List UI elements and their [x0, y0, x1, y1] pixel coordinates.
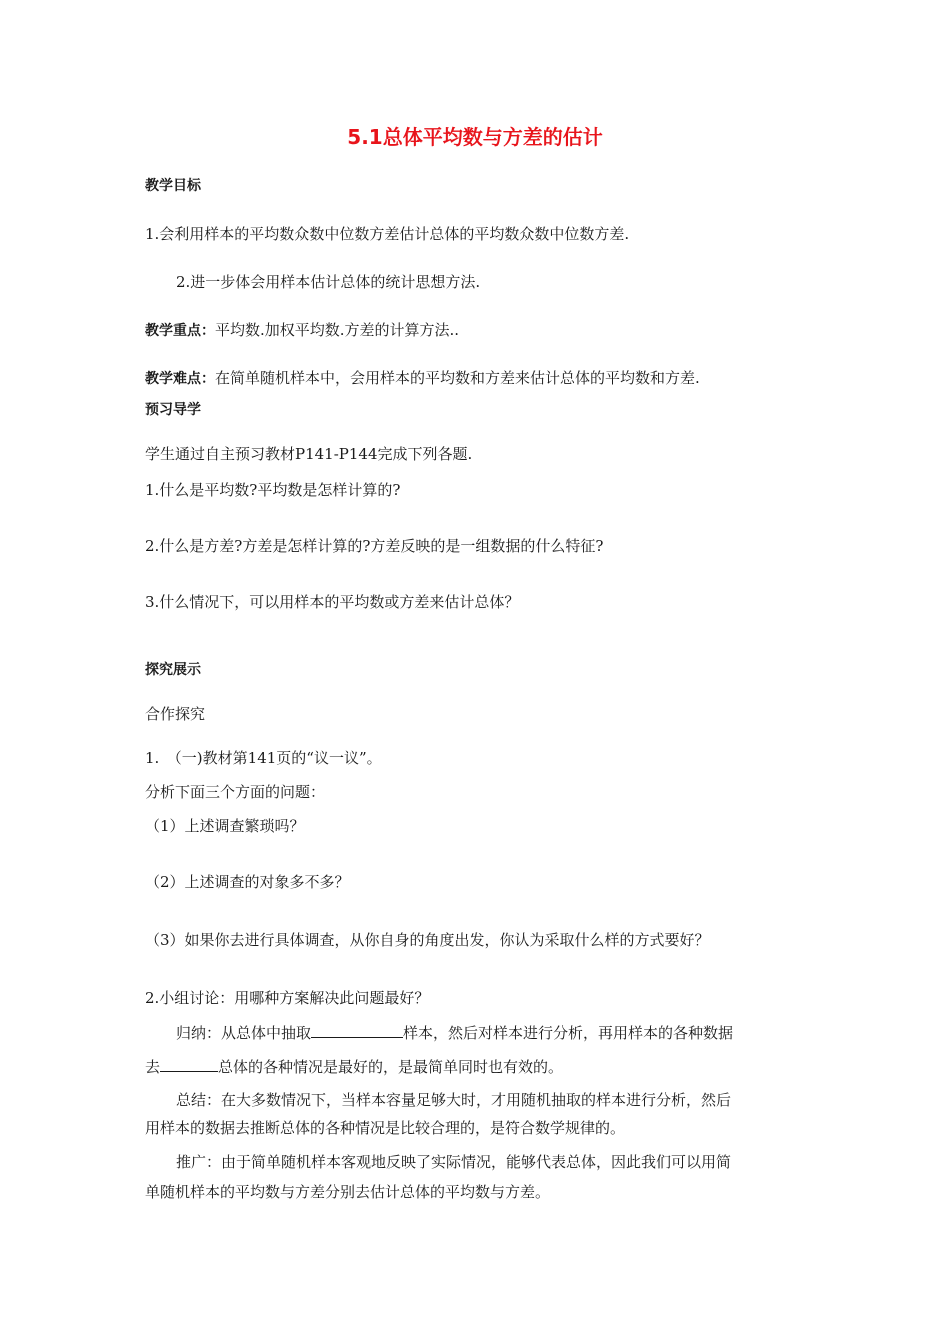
explore-question-2: （2）上述调查的对象多不多？: [145, 873, 350, 891]
difficulty: [145, 368, 700, 389]
summary-line-2: 用样本的数据去推断总体的各种情况是比较合理的，是符合数学规律的。: [145, 1119, 626, 1137]
induction-text-a: 归纳：从总体中抽取: [176, 1024, 312, 1042]
extend-line-1: 推广：由于简单随机样本客观地反映了实际情况，能够代表总体，因此我们可以用简: [176, 1153, 732, 1171]
objective-item-2: 2.进一步体会用样本估计总体的统计思想方法.: [176, 273, 481, 291]
preview-question-1: 1.什么是平均数?平均数是怎样计算的?: [145, 481, 401, 499]
objectives-heading: 教学目标: [145, 178, 201, 194]
fill-blank-2[interactable]: [160, 1056, 218, 1072]
preview-question-2: 2.什么是方差?方差是怎样计算的?方差反映的是一组数据的什么特征?: [145, 537, 604, 555]
preview-question-3: 3.什么情况下，可以用样本的平均数或方差来估计总体？: [145, 593, 520, 611]
key-point: [145, 320, 459, 341]
induction-text-d: 总体的各种情况是最好的，是最简单同时也有效的。: [218, 1058, 564, 1076]
difficulty-text: 在简单随机样本中，会用样本的平均数和方差来估计总体的平均数和方差.: [215, 369, 700, 387]
induction-line-2: [145, 1056, 563, 1077]
key-point-label: 教学重点：: [145, 323, 215, 339]
objective-item-1: 1.会利用样本的平均数众数中位数方差估计总体的平均数众数中位数方差.: [145, 225, 630, 243]
explore-question-3: （3）如果你去进行具体调查，从你自身的角度出发，你认为采取什么样的方式要好？: [145, 931, 710, 949]
explore-analyze: 分析下面三个方面的问题：: [145, 783, 326, 801]
explore-question-1: （1）上述调查繁琐吗？: [145, 817, 305, 835]
preview-intro: 学生通过自主预习教材P141-P144完成下列各题.: [145, 445, 473, 463]
preview-heading: 预习导学: [145, 402, 201, 418]
difficulty-label: 教学难点：: [145, 371, 215, 387]
key-point-text: 平均数.加权平均数.方差的计算方法..: [215, 321, 460, 339]
summary-line-1: 总结：在大多数情况下，当样本容量足够大时，才用随机抽取的样本进行分析，然后: [176, 1091, 732, 1109]
induction-text-b: 样本，然后对样本进行分析，再用样本的各种数据: [403, 1024, 734, 1042]
induction-line-1: [176, 1022, 733, 1043]
page-title: 5.1总体平均数与方差的估计: [347, 125, 603, 149]
extend-line-2: 单随机样本的平均数与方差分别去估计总体的平均数与方差。: [145, 1183, 551, 1201]
explore-item-1: 1. （一)教材第141页的“议一议”。: [145, 749, 382, 767]
explore-heading: 探究展示: [145, 662, 201, 678]
explore-item-2: 2.小组讨论：用哪种方案解决此问题最好？: [145, 989, 430, 1007]
induction-text-c: 去: [145, 1058, 161, 1076]
fill-blank-1[interactable]: [311, 1022, 403, 1038]
explore-subheading: 合作探究: [145, 705, 206, 723]
